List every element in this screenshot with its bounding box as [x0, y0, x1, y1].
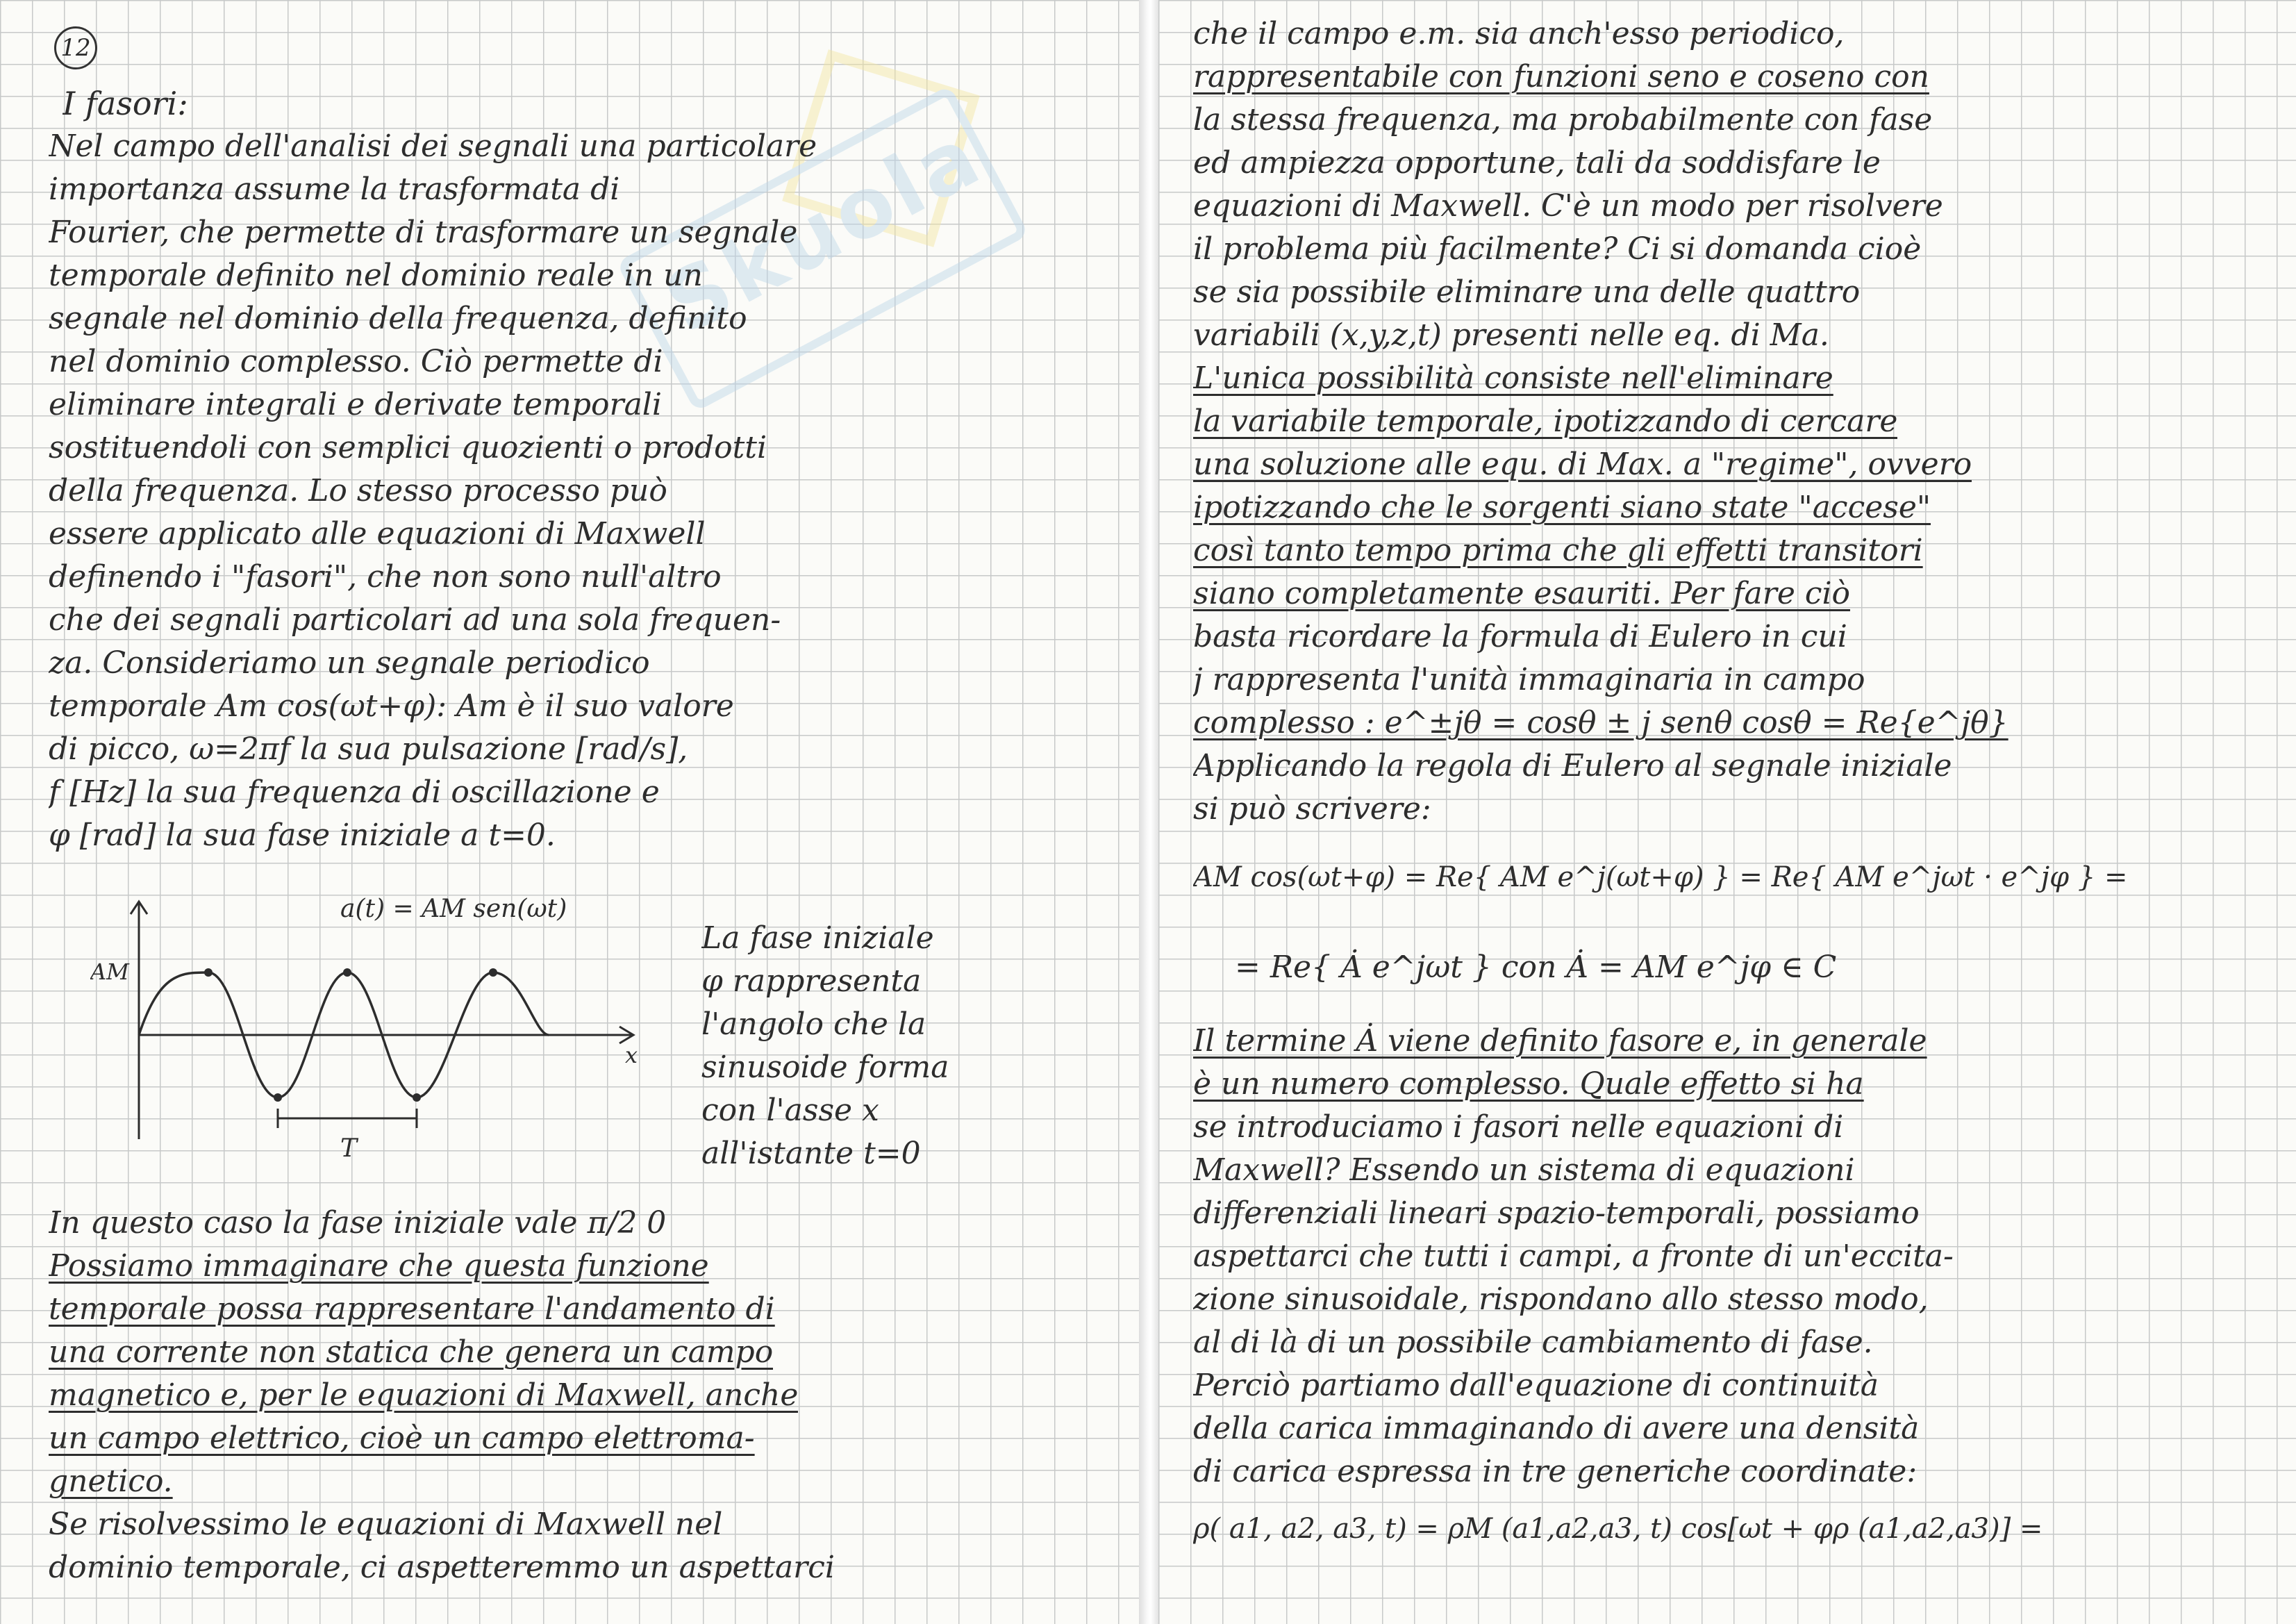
text-line: essere applicato alle equazioni di Maxwell	[49, 516, 706, 552]
side-note-line: La fase iniziale	[701, 920, 934, 956]
notebook-gutter	[1139, 0, 1158, 1624]
text-line: basta ricordare la formula di Eulero in cui	[1193, 619, 1847, 654]
right-page	[1158, 0, 2296, 1624]
text-line: nel dominio complesso. Ciò permette di	[49, 344, 663, 379]
text-line-underlined: gnetico.	[49, 1464, 173, 1499]
text-line: sostituendoli con semplici quozienti o prodotti	[49, 430, 767, 465]
text-line-underlined: è un numero complesso. Quale effetto si ha	[1193, 1066, 1864, 1102]
text-line: Se risolvessimo le equazioni di Maxwell nel	[49, 1507, 723, 1542]
page-number: 12	[54, 26, 97, 69]
side-note-line: l'angolo che la	[701, 1006, 926, 1042]
text-line: della frequenza. Lo stesso processo può	[49, 473, 667, 508]
text-line: Fourier, che permette di trasformare un segnale	[49, 215, 798, 250]
side-note-line: con l'asse x	[701, 1093, 879, 1128]
sine-wave-svg	[90, 889, 660, 1167]
text-line-underlined: una soluzione alle equ. di Max. a "regime", ovvero	[1193, 447, 1972, 482]
trough-point	[274, 1093, 282, 1102]
text-line: segnale nel dominio della frequenza, definito	[49, 301, 747, 336]
text-line: temporale definito nel dominio reale in un	[49, 258, 703, 293]
text-line: Applicando la regola di Eulero al segnale iniziale	[1193, 748, 1952, 784]
equation-line: = Re{ Ȧ e^jωt } con Ȧ = AM e^jφ ∈ C	[1235, 950, 1837, 985]
text-line-underlined: siano completamente esauriti. Per fare ciò	[1193, 576, 1851, 611]
text-line: dominio temporale, ci aspetteremmo un aspettarci	[49, 1550, 835, 1585]
text-line: Perciò partiamo dall'equazione di continuità	[1193, 1368, 1879, 1403]
side-note-line: all'istante t=0	[701, 1136, 921, 1171]
peak-point	[204, 968, 213, 977]
text-line: f [Hz] la sua frequenza di oscillazione e	[49, 774, 660, 810]
text-line-underlined: la variabile temporale, ipotizzando di cercare	[1193, 404, 1898, 439]
text-line: che dei segnali particolari ad una sola frequen-	[49, 602, 781, 638]
text-line: za. Consideriamo un segnale periodico	[49, 645, 650, 681]
text-line: φ [rad] la sua fase iniziale a t=0.	[49, 818, 556, 853]
text-line-underlined: un campo elettrico, cioè un campo elettroma-	[49, 1420, 755, 1456]
side-note-line: φ rappresenta	[701, 963, 922, 999]
figure-y-label: AM	[90, 959, 129, 985]
peak-point	[343, 968, 351, 977]
text-line-underlined: Il termine Ȧ viene definito fasore e, in generale	[1193, 1023, 1927, 1059]
text-line: si può scrivere:	[1193, 791, 1431, 827]
text-line: equazioni di Maxwell. C'è un modo per risolvere	[1193, 188, 1943, 224]
figure-x-label: x	[625, 1042, 638, 1068]
text-line-underlined: Possiamo immaginare che questa funzione	[49, 1248, 709, 1284]
text-line: temporale Am cos(ωt+φ): Am è il suo valore	[49, 688, 734, 724]
text-line-underlined: ipotizzando che le sorgenti siano state "accese"	[1193, 490, 1931, 525]
text-line-underlined: rappresentabile con funzioni seno e coseno con	[1193, 59, 1929, 94]
text-line-underlined: una corrente non statica che genera un campo	[49, 1334, 774, 1370]
text-line: di picco, ω=2πf la sua pulsazione [rad/s],	[49, 731, 688, 767]
text-line: eliminare integrali e derivate temporali	[49, 387, 662, 422]
text-line: di carica espressa in tre generiche coordinate:	[1193, 1454, 1918, 1489]
figure-period-label: T	[340, 1134, 358, 1163]
text-line-underlined: L'unica possibilità consiste nell'eliminare	[1193, 361, 1833, 396]
text-line: zione sinusoidale, rispondano allo stesso modo,	[1193, 1282, 1929, 1317]
text-line-underlined: temporale possa rappresentare l'andamento di	[49, 1291, 775, 1327]
text-line: In questo caso la fase iniziale vale π/2 0	[49, 1205, 667, 1241]
text-line-underlined: magnetico e, per le equazioni di Maxwell, anche	[49, 1377, 799, 1413]
euler-formula-line: complesso : e^±jθ = cosθ ± j senθ cosθ = Re{e^jθ}	[1193, 705, 2008, 740]
text-line: j rappresenta l'unità immaginaria in campo	[1193, 662, 1865, 697]
peak-point	[489, 968, 497, 977]
text-line: che il campo e.m. sia anch'esso periodico,	[1193, 16, 1845, 51]
side-note-line: sinusoide forma	[701, 1050, 949, 1085]
text-line: aspettarci che tutti i campi, a fronte di un'eccita-	[1193, 1238, 1954, 1274]
section-title: I fasori:	[63, 85, 188, 122]
watermark-text: Skuola	[650, 107, 998, 354]
text-line: il problema più facilmente? Ci si domanda cioè	[1193, 231, 1922, 267]
text-line: al di là di un possibile cambiamento di fase.	[1193, 1325, 1873, 1360]
text-line: se introduciamo i fasori nelle equazioni di	[1193, 1109, 1844, 1145]
equation-line: ρ( a1, a2, a3, t) = ρM (a1,a2,a3, t) cos[ωt + φρ (a1,a2,a3)] =	[1193, 1513, 2043, 1545]
equation-line: AM cos(ωt+φ) = Re{ AM e^j(ωt+φ) } = Re{ AM e^jωt · e^jφ } =	[1193, 861, 2128, 893]
text-line: definendo i "fasori", che non sono null'altro	[49, 559, 722, 595]
text-line: la stessa frequenza, ma probabilmente con fase	[1193, 102, 1933, 138]
figure-formula: a(t) = AM sen(ωt)	[340, 895, 567, 923]
text-line: Maxwell? Essendo un sistema di equazioni	[1193, 1152, 1855, 1188]
text-line: della carica immaginando di avere una densità	[1193, 1411, 1920, 1446]
text-line: importanza assume la trasformata di	[49, 172, 620, 207]
left-page	[0, 0, 1139, 1624]
text-line: variabili (x,y,z,t) presenti nelle eq. di Ma.	[1193, 317, 1829, 353]
text-line: se sia possibile eliminare una delle quattro	[1193, 274, 1861, 310]
sine-wave-figure	[90, 889, 660, 1167]
text-line: Nel campo dell'analisi dei segnali una particolare	[49, 129, 817, 164]
text-line: differenziali lineari spazio-temporali, possiamo	[1193, 1195, 1920, 1231]
trough-point	[413, 1093, 421, 1102]
text-line-underlined: così tanto tempo prima che gli effetti transitori	[1193, 533, 1923, 568]
text-line: ed ampiezza opportune, tali da soddisfare le	[1193, 145, 1881, 181]
